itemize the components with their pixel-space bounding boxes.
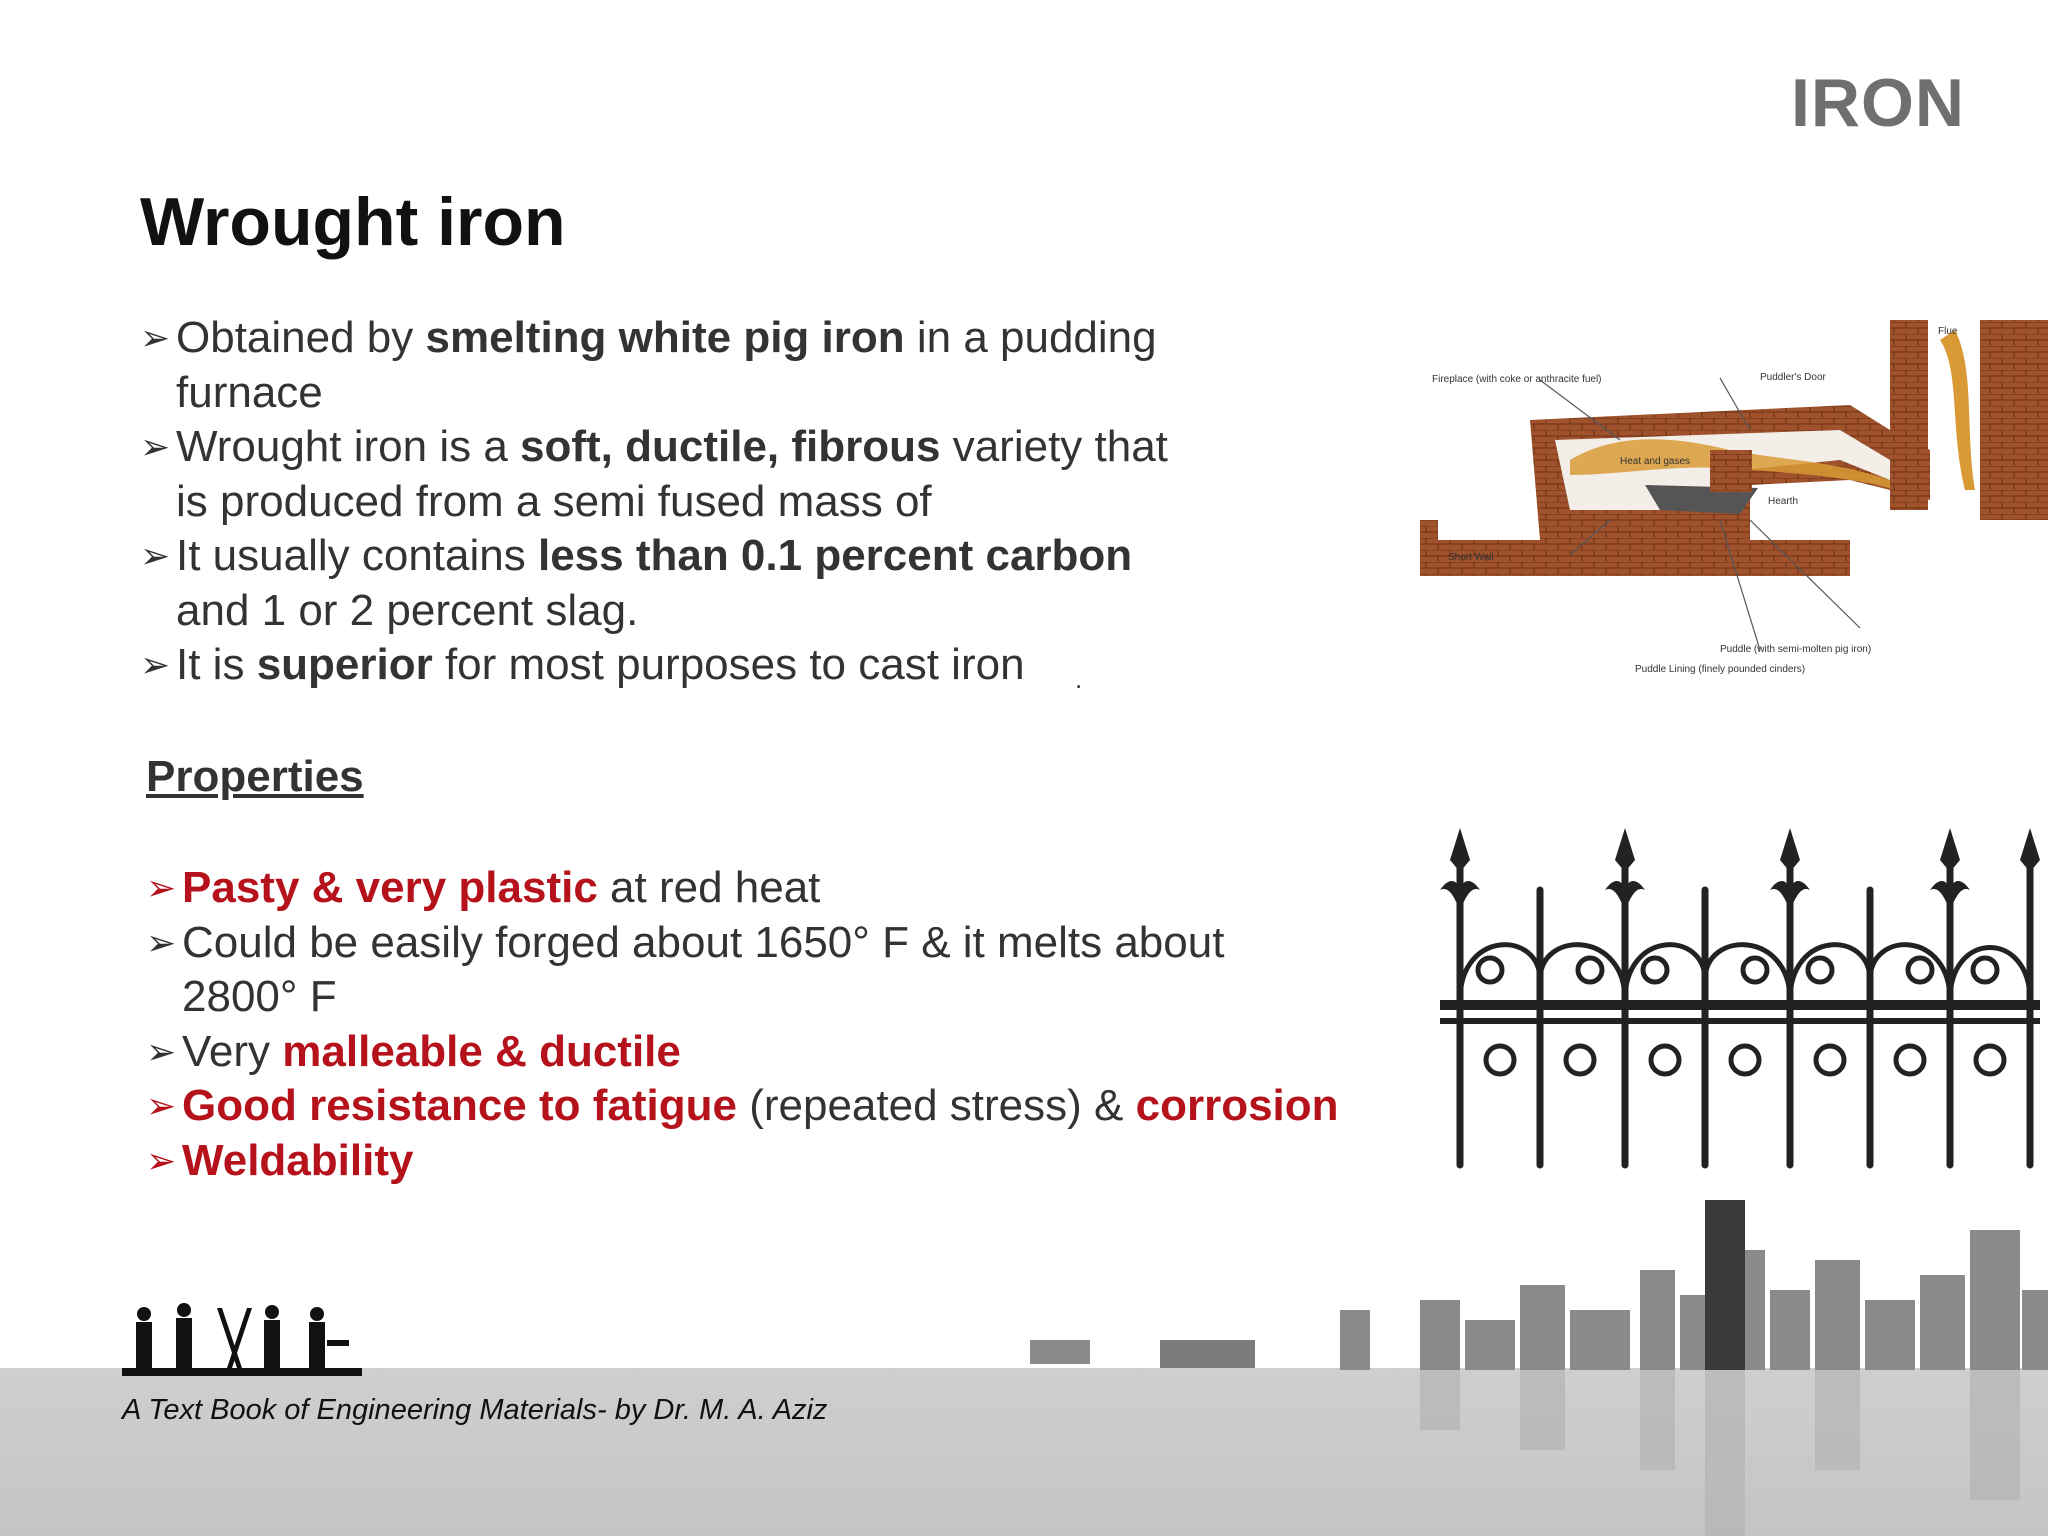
intro-bullet-list — [140, 311, 1390, 693]
footer-citation: A Text Book of Engineering Materials- by Dr. M. A. Aziz — [122, 1394, 828, 1426]
workers-silhouette-logo — [122, 1300, 362, 1378]
intro-bullet: ➢ It usually contains less than 0.1 percent carbon and 1 or 2 percent slag. — [140, 531, 1133, 635]
furnace-label-lining: Puddle Lining (finely pounded cinders) — [1635, 664, 1806, 675]
intro-bullet: ➢ Obtained by smelting white pig iron in a pudding furnace — [140, 313, 1157, 417]
property-item: ➢ Weldability — [146, 1134, 1446, 1189]
furnace-label-puddle: Puddle (with semi-molten pig iron) — [1720, 644, 1872, 655]
puddling-furnace-diagram — [1420, 310, 2048, 690]
furnace-label-short-wall: Short Wall — [1448, 552, 1494, 563]
arrow-bullet-icon: ➢ — [140, 644, 171, 685]
property-item: ➢ Pasty & very plastic at red heat — [146, 861, 1446, 916]
slide-title: Wrought iron — [140, 184, 566, 260]
arrow-bullet-icon: ➢ — [146, 1030, 177, 1072]
furnace-label-flue: Flue — [1938, 326, 1958, 337]
arrow-bullet-icon: ➢ — [146, 1085, 177, 1126]
properties-heading: Properties — [146, 752, 364, 801]
arrow-bullet-icon: ➢ — [146, 921, 177, 963]
property-item: ➢ Could be easily forged about 1650° F & it melts about 2800° F — [146, 917, 1225, 1021]
furnace-label-heat: Heat and gases — [1620, 456, 1691, 467]
property-item: ➢ Very malleable & ductile — [146, 1025, 1446, 1080]
property-item: ➢ Good resistance to fatigue (repeated stress) & corrosion — [146, 1079, 1446, 1134]
arrow-bullet-icon: ➢ — [140, 535, 171, 576]
arrow-bullet-icon: ➢ — [140, 317, 171, 358]
section-title: IRON — [1791, 65, 1965, 141]
city-skyline-graphic — [1000, 1190, 2048, 1536]
arrow-bullet-icon: ➢ — [146, 1139, 177, 1181]
furnace-label-fireplace: Fireplace (with coke or anthracite fuel) — [1432, 374, 1602, 385]
intro-bullet: ➢ Wrought iron is a soft, ductile, fibrous variety that is produced from a semi fused mass of — [140, 422, 1168, 526]
furnace-label-door: Puddler's Door — [1760, 372, 1826, 383]
arrow-bullet-icon: ➢ — [140, 426, 171, 467]
properties-list — [146, 861, 1446, 1188]
furnace-label-hearth: Hearth — [1768, 496, 1799, 507]
wrought-iron-fence-image — [1430, 820, 2048, 1170]
trailing-period: . — [1075, 664, 1083, 694]
intro-bullet: ➢ It is superior for most purposes to cast iron — [140, 638, 1390, 693]
arrow-bullet-icon: ➢ — [146, 867, 177, 908]
